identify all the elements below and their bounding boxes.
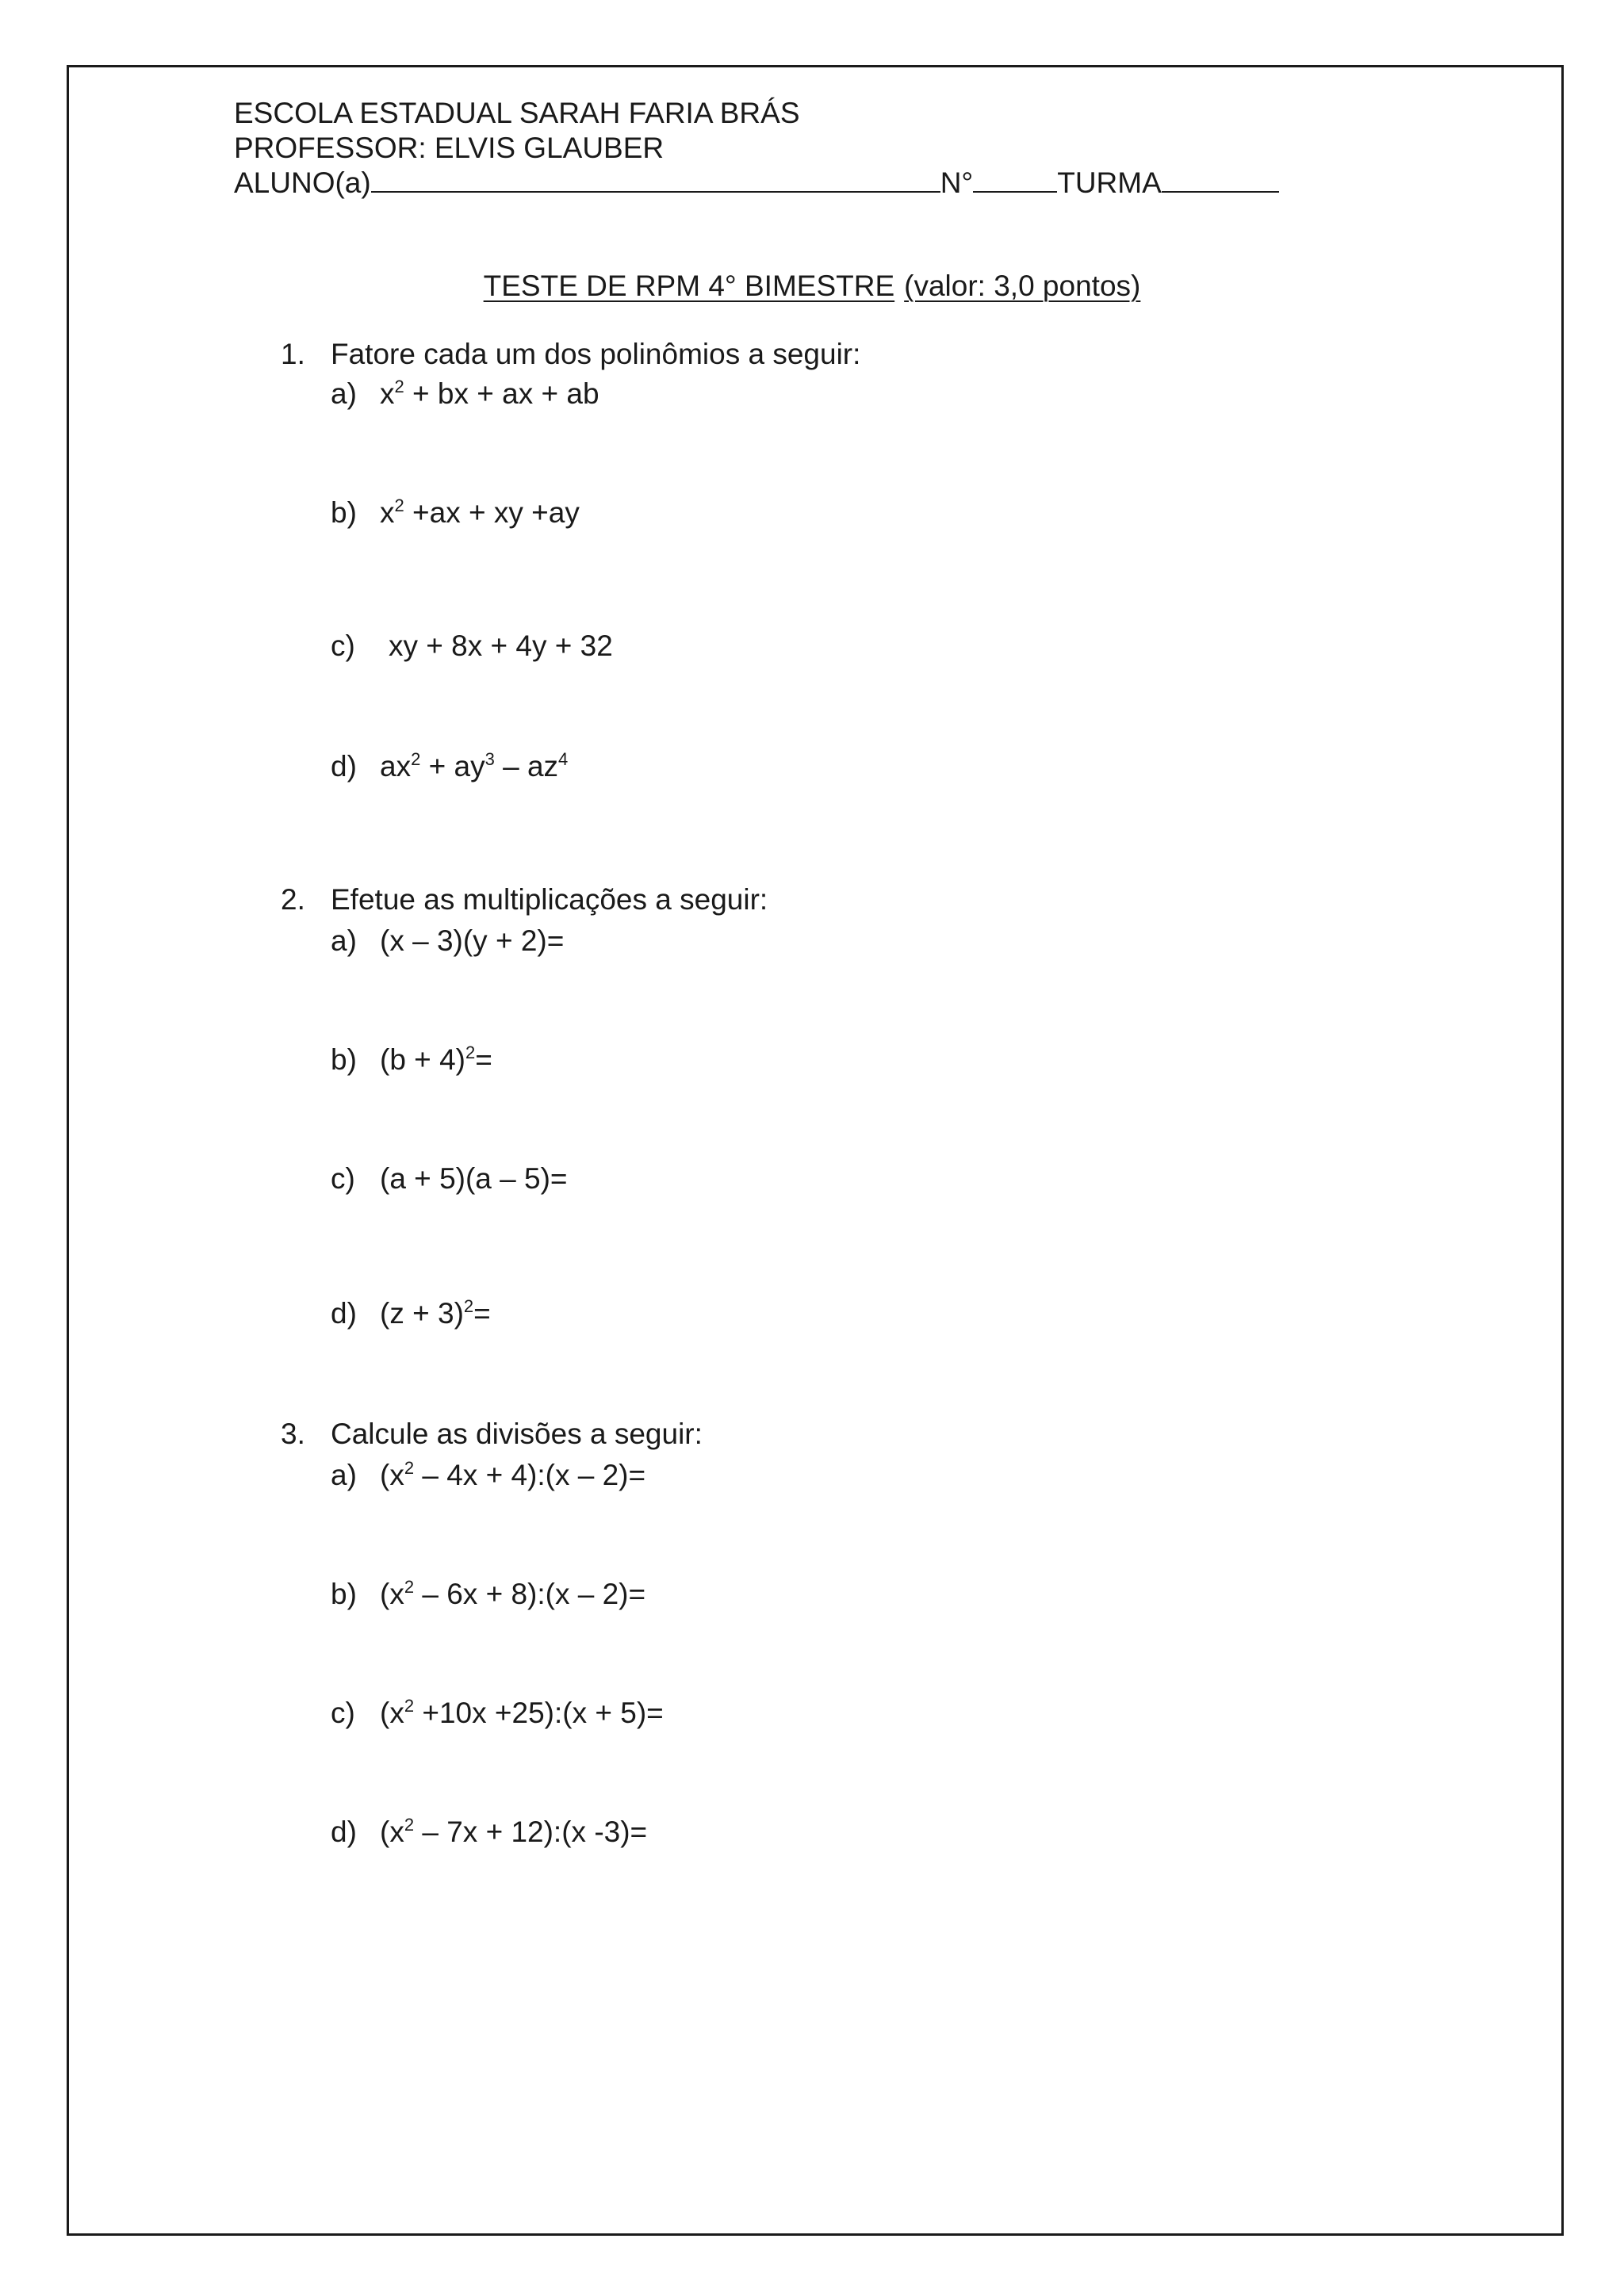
q1-item-a-expr: $x^2$ + bx + ax + ab xyxy=(380,377,599,410)
q2-item-a-letter: a) xyxy=(331,924,357,957)
test-title-value: (valor: 3,0 pontos) xyxy=(904,270,1141,302)
q2-item-c-letter: c) xyxy=(331,1162,355,1195)
q3-item-c-letter: c) xyxy=(331,1697,355,1729)
q3-item-a-expr: ($x^2 - 4x$ + 4):(x – 2)= xyxy=(380,1458,646,1491)
q1-item-d-letter: d) xyxy=(331,750,357,783)
question-3-number: 3. xyxy=(281,1418,305,1450)
question-2-text: Efetue as multiplicações a seguir: xyxy=(331,883,768,916)
teacher-name: PROFESSOR: ELVIS GLAUBER xyxy=(234,132,665,164)
q3-item-d-letter: d) xyxy=(331,1816,357,1848)
q3-item-c-expr: ($x^2 +10x$ +25):(x + 5)= xyxy=(380,1696,664,1729)
q1-item-a-letter: a) xyxy=(331,377,357,410)
q3-item-b-expr: ($x^2 - 6x$ + 8):(x – 2)= xyxy=(380,1577,646,1610)
q2-item-a-expr: (x – 3)(y + 2)= xyxy=(380,924,565,957)
test-title xyxy=(0,268,1624,304)
q1-item-c-expr: xy + 8x + 4y + 32 xyxy=(389,629,613,662)
student-label: ALUNO(a) xyxy=(234,166,371,199)
question-2-number: 2. xyxy=(281,883,305,916)
question-1-text: Fatore cada um dos polinômios a seguir: xyxy=(331,338,861,370)
page-border xyxy=(67,65,1564,2236)
student-info-line xyxy=(234,165,1279,201)
q2-item-b-expr: $(b + 4)^2=$ xyxy=(380,1043,492,1076)
test-title-main: TESTE DE RPM 4° BIMESTRE xyxy=(483,270,895,302)
q1-item-b-letter: b) xyxy=(331,496,357,529)
q2-item-c-expr: (a + 5)(a – 5)= xyxy=(380,1162,568,1195)
q3-item-b-letter: b) xyxy=(331,1578,357,1610)
q3-item-a-letter: a) xyxy=(331,1459,357,1491)
q2-item-d-expr: $(z + 3)^2=$ xyxy=(380,1296,491,1330)
q1-item-c-letter: c) xyxy=(331,629,355,662)
q2-item-b-letter: b) xyxy=(331,1043,357,1076)
student-number-field[interactable] xyxy=(973,166,1057,193)
q2-item-d-letter: d) xyxy=(331,1297,357,1330)
q3-item-d-expr: ($x^2 - 7x$ + 12):(x -3)= xyxy=(380,1815,648,1848)
class-field[interactable] xyxy=(1162,166,1279,193)
number-label: N° xyxy=(940,166,974,199)
question-3-text: Calcule as divisões a seguir: xyxy=(331,1418,703,1450)
question-1-number: 1. xyxy=(281,338,305,370)
student-name-field[interactable] xyxy=(371,166,940,193)
school-name: ESCOLA ESTADUAL SARAH FARIA BRÁS xyxy=(234,97,800,129)
class-label: TURMA xyxy=(1057,166,1162,199)
q1-item-d-expr: $ax^2 + ay^3 - az^4$ xyxy=(380,749,569,783)
q1-item-b-expr: $x^2 +ax$ + xy +ay xyxy=(380,496,580,529)
